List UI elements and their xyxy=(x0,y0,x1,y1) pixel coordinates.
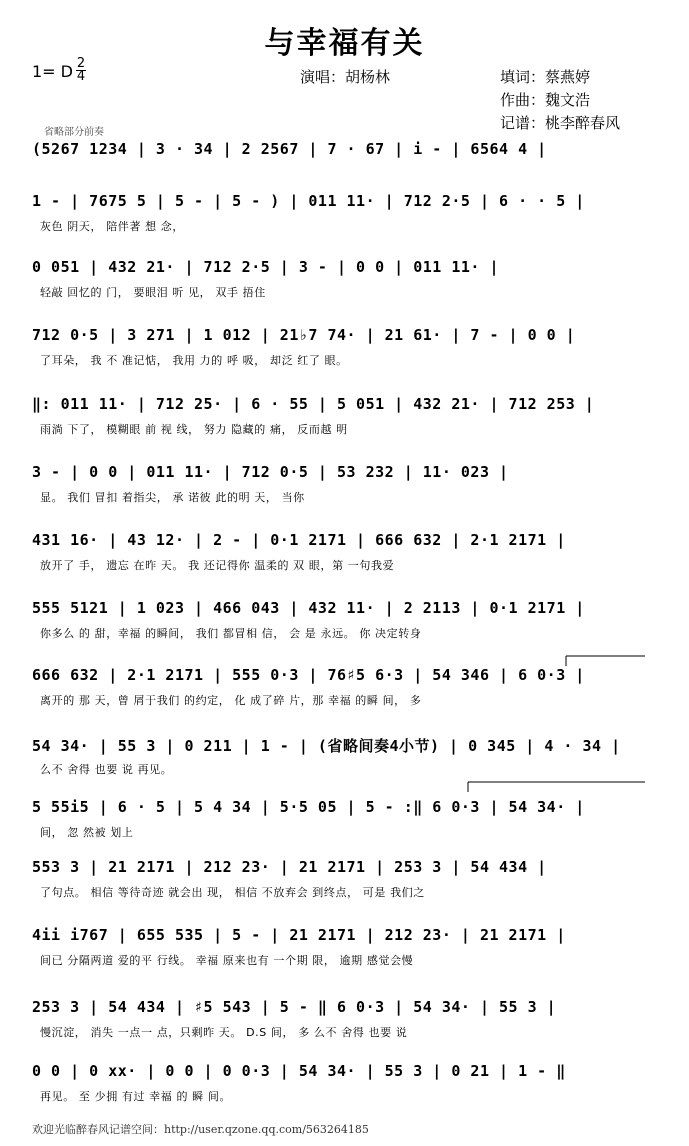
intro-note: 省略部分前奏 xyxy=(44,127,104,138)
time-signature-top: 2 xyxy=(76,56,86,71)
score-notes-row: 712 0·5 | 3 271 | 1 012 | 21♭7 74· | 21 61· | 7 - | 0 0 | xyxy=(32,326,576,344)
score-lyrics-row: 再见。 至 少拥 有过 幸福 的 瞬 间。 xyxy=(40,1090,232,1103)
score-notes-row: 4ii i767 | 655 535 | 5 - | 21 2171 | 212 23· | 21 2171 | xyxy=(32,926,566,944)
score-lyrics-row: 间已 分隔两道 爱的平 行线。 幸福 原来也有 一个期 限， 逾期 感觉会慢 xyxy=(40,954,414,967)
lyricist-credit: 填词：蔡燕婷 xyxy=(500,68,591,86)
score-lyrics-row: 雨淌 下了， 模糊眼 前 视 线， 努力 隐藏的 痛， 反而越 明 xyxy=(40,423,348,436)
score-notes-row: 1 - | 7675 5 | 5 - | 5 - ) | 011 11· | 712 2·5 | 6 · · 5 | xyxy=(32,192,585,210)
score-lyrics-row: 慢沉淀， 消失 一点一 点，只剩昨 天。 D.S 间， 多 么不 舍得 也要 说 xyxy=(40,1026,408,1039)
score-lyrics-row: 放开了 手， 遗忘 在昨 天。 我 还记得你 温柔的 双 眼，第 一句我爱 xyxy=(40,559,395,572)
score-lyrics-row: 离开的 那 天，曾 屑于我们 的约定， 化 成了碎 片，那 幸福 的瞬 间， 多 xyxy=(40,694,422,707)
score-notes-row: 553 3 | 21 2171 | 212 23· | 21 2171 | 253 3 | 54 434 | xyxy=(32,858,547,876)
score-notes-row: 555 5121 | 1 023 | 466 043 | 432 11· | 2 2113 | 0·1 2171 | xyxy=(32,599,585,617)
score-lyrics-row: 轻敲 回忆的 门， 要眼泪 听 见， 双手 捂住 xyxy=(40,286,266,299)
score-notes-row: 54 34· | 55 3 | 0 211 | 1 - | (省略间奏4小节) | 0 345 | 4 · 34 | xyxy=(32,737,621,755)
singer-credit: 演唱：胡杨林 xyxy=(300,68,391,86)
footer-credit: 欢迎光临醉春风记谱空间：http://user.qzone.qq.com/563264185 xyxy=(32,1123,369,1136)
score-lyrics-row: 了句点。 相信 等待奇迹 就会出 现， 相信 不放弃会 到终点， 可是 我们之 xyxy=(40,886,425,899)
song-title: 与幸福有关 xyxy=(264,26,425,61)
score-notes-row: 0 051 | 432 21· | 712 2·5 | 3 - | 0 0 | 011 11· | xyxy=(32,258,500,276)
score-lyrics-row: 显。 我们 冒扣 着指尖， 承 诺彼 此的明 天， 当你 xyxy=(40,491,305,504)
score-notes-row: 666 632 | 2·1 2171 | 555 0·3 | 76♯5 6·3 | 54 346 | 6 0·3 | xyxy=(32,666,585,684)
score-lyrics-row: 间， 忽 然被 划上 xyxy=(40,826,134,839)
score-notes-row: 253 3 | 54 434 | ♯5 543 | 5 - ‖ 6 0·3 | 54 34· | 55 3 | xyxy=(32,998,557,1016)
transcriber-credit: 记谱：桃李醉春风 xyxy=(500,114,621,132)
score-notes-row: 3 - | 0 0 | 011 11· | 712 0·5 | 53 232 | 11· 023 | xyxy=(32,463,509,481)
score-lyrics-row: 灰色 阴天， 陪伴著 想 念， xyxy=(40,220,184,233)
score-lyrics-row: 你多么 的 甜，幸福 的瞬间， 我们 都冒相 信， 会 是 永远。 你 决定转身 xyxy=(40,627,422,640)
time-signature-bottom: 4 xyxy=(76,69,86,84)
composer-credit: 作曲：魏文浩 xyxy=(500,91,591,109)
score-lyrics-row: 了耳朵， 我 不 准记惦， 我用 力的 呼 吸， 却泛 红了 眼。 xyxy=(40,354,348,367)
key-signature: 1= D xyxy=(32,62,73,81)
score-notes-row: 0 0 | 0 xx· | 0 0 | 0 0·3 | 54 34· | 55 3 | 0 21 | 1 - ‖ xyxy=(32,1062,566,1080)
score-notes-row: 5 55i5 | 6 · 5 | 5 4 34 | 5·5 05 | 5 - :‖ 6 0·3 | 54 34· | xyxy=(32,798,585,816)
score-notes-row: 431 16· | 43 12· | 2 - | 0·1 2171 | 666 632 | 2·1 2171 | xyxy=(32,531,566,549)
score-notes-row: (5267 1234 | 3 · 34 | 2 2567 | 7 · 67 | i - | 6564 4 | xyxy=(32,140,547,158)
score-notes-row: ‖: 011 11· | 712 25· | 6 · 55 | 5 051 | 432 21· | 712 253 | xyxy=(32,395,595,413)
score-lyrics-row: 么不 舍得 也要 说 再见。 xyxy=(40,763,173,776)
